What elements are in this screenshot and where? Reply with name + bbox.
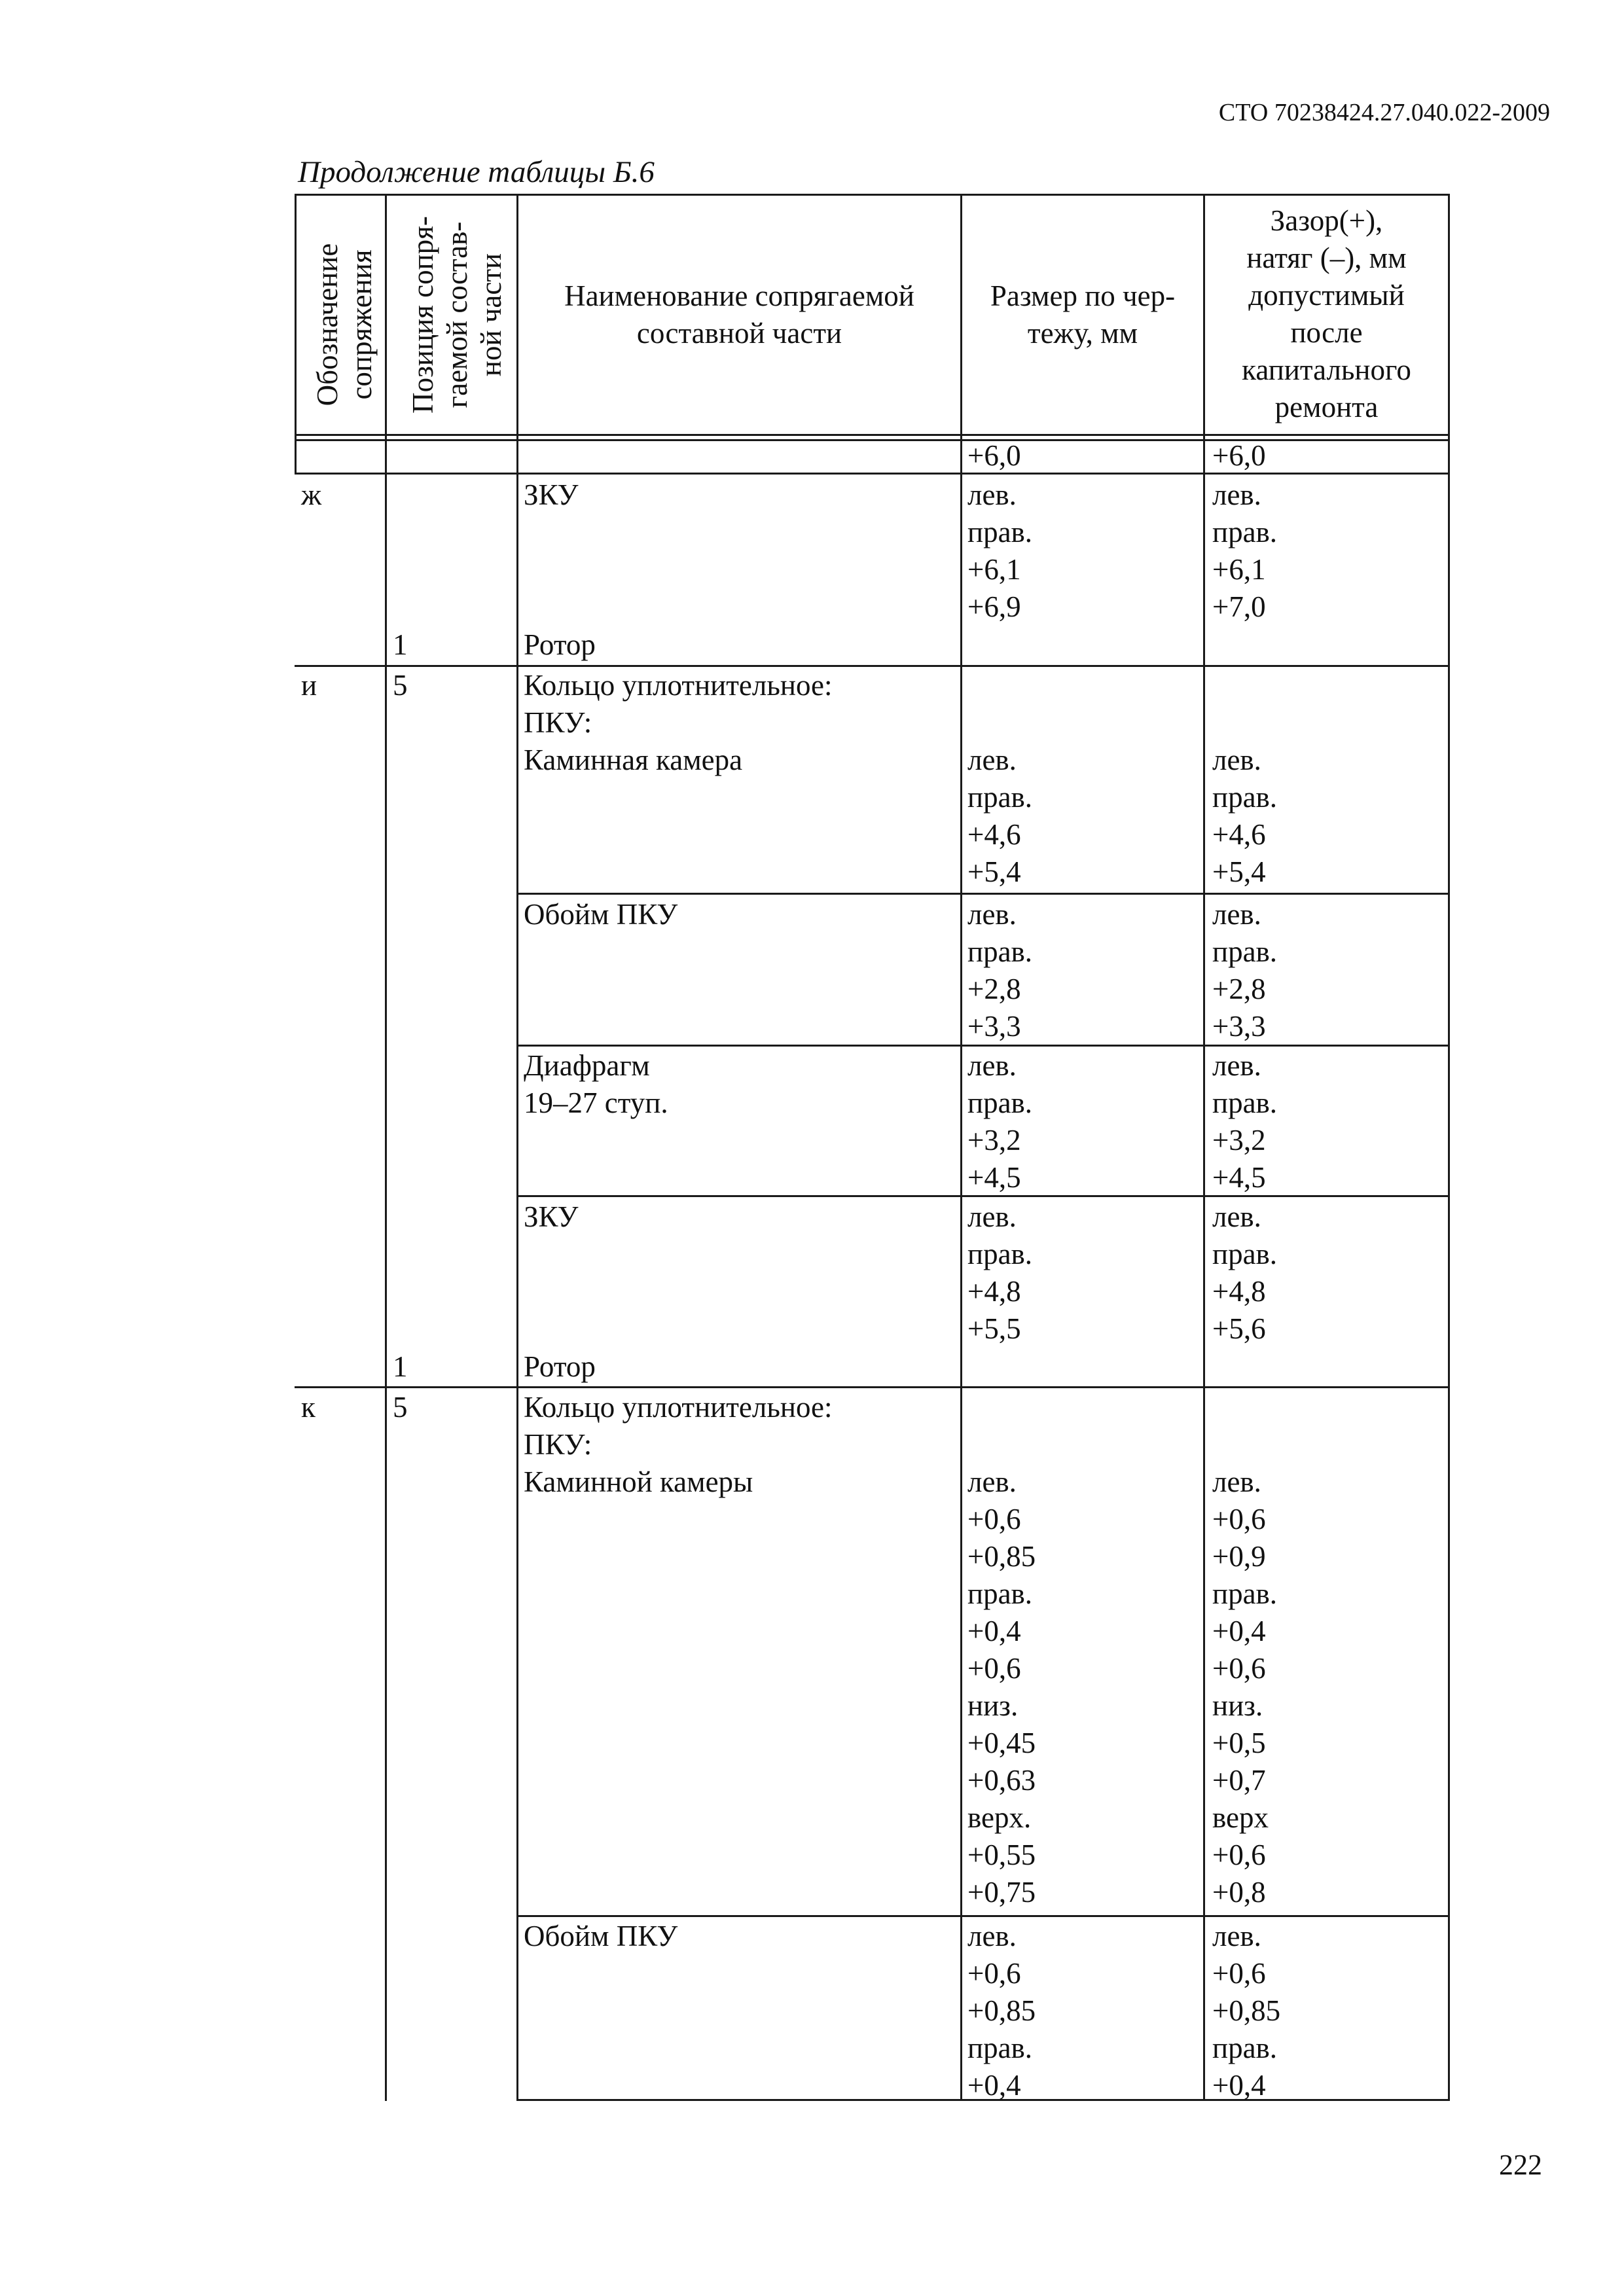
cell-name: ЗКУ: [524, 1200, 579, 1233]
header-name: Наименование сопрягаемой составной части: [564, 279, 914, 350]
header-position: Позиция сопря- гаемой состав- ной части: [406, 216, 507, 414]
cell-size: лев. прав. +4,6 +5,4: [967, 744, 1033, 888]
cell-gap: лев. прав. +4,8 +5,6: [1212, 1200, 1278, 1345]
grid-line: [295, 473, 1450, 475]
cell-gap: лев. прав. +6,1 +7,0: [1212, 478, 1278, 623]
cell-position: 5: [393, 669, 408, 702]
cell-position: 1: [393, 628, 408, 661]
cell-name: Диафрагм 19–27 ступ.: [524, 1049, 668, 1119]
cell-size: лев. +0,6 +0,85 прав. +0,4: [967, 1920, 1036, 2102]
cell-name: Обойм ПКУ: [524, 1920, 678, 1952]
grid-line: [1203, 194, 1205, 2101]
cell-size: +6,0: [967, 439, 1021, 472]
grid-line: [295, 194, 297, 473]
header-gap: Зазор(+), натяг (–), мм допустимый после капитального ремонта: [1242, 204, 1411, 423]
cell-name: Кольцо уплотнительное: ПКУ: Каминной камеры: [524, 1391, 833, 1498]
grid-line: [516, 194, 518, 2101]
cell-size: лев. прав. +2,8 +3,3: [967, 898, 1033, 1043]
cell-gap: лев. прав. +3,2 +4,5: [1212, 1049, 1278, 1194]
cell-designation: и: [301, 669, 317, 702]
grid-line: [295, 665, 1450, 667]
grid-line: [516, 893, 1450, 895]
grid-line: [295, 434, 1450, 436]
cell-name: Ротор: [524, 1350, 596, 1383]
cell-name: Кольцо уплотнительное: ПКУ: Каминная камера: [524, 669, 833, 776]
cell-name: ЗКУ: [524, 478, 579, 511]
cell-size: лев. прав. +3,2 +4,5: [967, 1049, 1033, 1194]
cell-gap: лев. +0,6 +0,9 прав. +0,4 +0,6 низ. +0,5 +0,7 верх +0,6 +0,8: [1212, 1465, 1278, 1909]
cell-name: Обойм ПКУ: [524, 898, 678, 931]
page-number: 222: [1499, 2149, 1542, 2181]
header-designation: Обозначение сопряжения: [311, 243, 378, 406]
header-size: Размер по чер- тежу, мм: [990, 279, 1176, 350]
cell-gap: лев. прав. +2,8 +3,3: [1212, 898, 1278, 1043]
cell-size: лев. +0,6 +0,85 прав. +0,4 +0,6 низ. +0,45 +0,63 верх. +0,55 +0,75: [967, 1465, 1036, 1909]
grid-line: [295, 1386, 1450, 1388]
cell-position: 1: [393, 1350, 408, 1383]
grid-line: [385, 194, 387, 2101]
cell-size: лев. прав. +6,1 +6,9: [967, 478, 1033, 623]
cell-size: лев. прав. +4,8 +5,5: [967, 1200, 1033, 1345]
cell-gap: лев. прав. +4,6 +5,4: [1212, 744, 1278, 888]
grid-line: [1448, 194, 1450, 2101]
document-code: СТО 70238424.27.040.022-2009: [1218, 99, 1550, 126]
cell-designation: ж: [301, 478, 322, 511]
cell-name: Ротор: [524, 628, 596, 661]
cell-position: 5: [393, 1391, 408, 1424]
table-caption: Продолжение таблицы Б.6: [298, 155, 655, 189]
cell-designation: к: [301, 1391, 316, 1424]
grid-line: [960, 194, 962, 2101]
cell-gap: лев. +0,6 +0,85 прав. +0,4: [1212, 1920, 1281, 2102]
grid-line: [295, 439, 1450, 441]
grid-line: [295, 194, 1450, 196]
grid-line: [516, 1915, 1450, 1917]
cell-gap: +6,0: [1212, 439, 1266, 472]
